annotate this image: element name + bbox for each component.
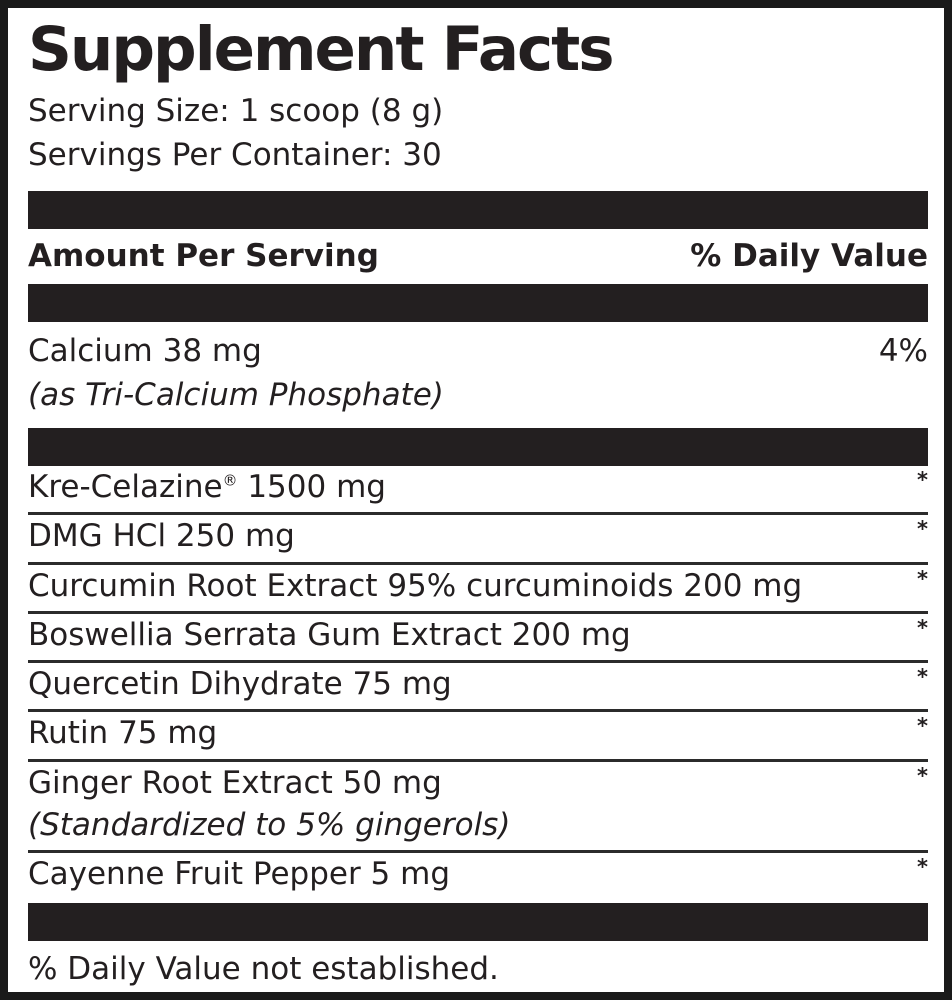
ingredient-daily-value-asterisk: * [917, 855, 928, 880]
ingredient-row [28, 664, 928, 704]
registered-trademark-symbol: ® [222, 471, 238, 490]
ingredient-block [28, 660, 928, 709]
calcium-name: Calcium 38 mg [28, 333, 262, 370]
ingredient-daily-value-asterisk: * [917, 763, 928, 788]
separator-bar [28, 284, 928, 322]
ingredient-daily-value-asterisk: * [917, 517, 928, 542]
ingredient-block [28, 850, 928, 899]
calcium-daily-value: 4% [878, 333, 928, 370]
ingredient-daily-value-asterisk: * [917, 714, 928, 739]
ingredient-row [28, 516, 928, 556]
ingredient-row [28, 615, 928, 655]
ingredient-name: Ginger Root Extract 50 mg [28, 764, 442, 801]
ingredient-daily-value-asterisk: * [917, 566, 928, 591]
calcium-row [28, 322, 928, 371]
column-header-row [28, 229, 928, 284]
calcium-source-note: (as Tri-Calcium Phosphate) [28, 376, 444, 413]
separator-bar [28, 428, 928, 466]
ingredient-row [28, 467, 928, 507]
ingredient-name: DMG HCl 250 mg [28, 518, 295, 555]
panel-title: Supplement Facts [28, 14, 613, 85]
ingredient-row [28, 854, 928, 894]
separator-bar [28, 903, 928, 941]
daily-value-footnote: % Daily Value not established. [28, 950, 499, 987]
ingredient-list [28, 466, 928, 900]
amount-per-serving-header: Amount Per Serving [28, 238, 379, 275]
daily-value-header: % Daily Value [690, 238, 928, 275]
ingredient-block [28, 512, 928, 561]
ingredient-daily-value-asterisk: * [917, 467, 928, 492]
ingredient-block [28, 562, 928, 611]
ingredient-daily-value-asterisk: * [917, 615, 928, 640]
ingredient-name: Curcumin Root Extract 95% curcuminoids 200 mg [28, 567, 803, 604]
ingredient-row [28, 566, 928, 606]
ingredient-name: Rutin 75 mg [28, 715, 218, 752]
ingredient-name: Cayenne Fruit Pepper 5 mg [28, 856, 451, 893]
ingredient-name: Boswellia Serrata Gum Extract 200 mg [28, 616, 631, 653]
ingredient-block [28, 709, 928, 758]
ingredient-row [28, 713, 928, 753]
ingredient-block [28, 466, 928, 512]
ingredient-block [28, 759, 928, 851]
separator-bar [28, 191, 928, 229]
ingredient-name: Quercetin Dihydrate 75 mg [28, 666, 452, 703]
ingredient-name: Kre-Celazine® 1500 mg [28, 468, 386, 505]
ingredient-block [28, 611, 928, 660]
serving-size: Serving Size: 1 scoop (8 g) [28, 93, 444, 130]
ingredient-standardization-note: (Standardized to 5% gingerols) [28, 807, 511, 844]
servings-per-container: Servings Per Container: 30 [28, 137, 442, 174]
ingredient-row [28, 763, 928, 803]
ingredient-daily-value-asterisk: * [917, 665, 928, 690]
